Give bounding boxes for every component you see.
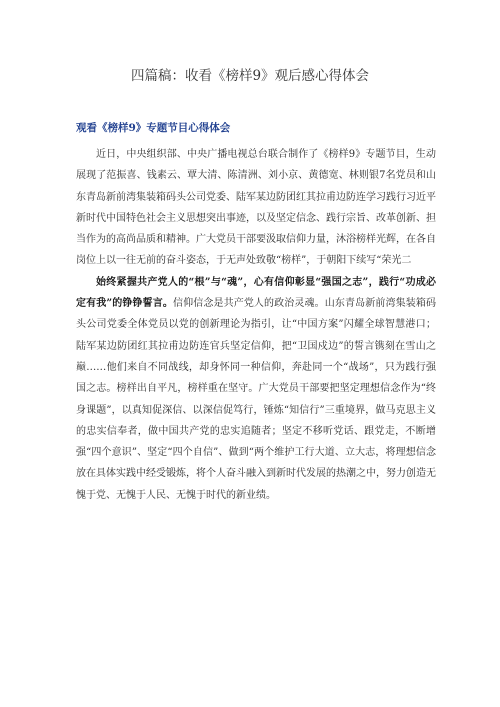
paragraph-2-lead: 始终紧握共产党人的“根”与“魂”，心有信仰彰显“强国之志”，践行“功成必定有我”的铮铮誓言。 (76, 276, 436, 310)
paragraph-1: 近日，中央组织部、中央广播电视总台联合制作了《榜样9》专题节目，生动展现了范振喜、钱素云、覃大清、陈清洲、刘小京、黄德宽、林则银7名党员和山东青岛新前湾集装箱码头公司党委、陆军某边防团红其拉甫边防连学习践行习近平新时代中国特色社会主义思想突出事迹，以及坚定信念、践行宗旨、改革创新、担当作为的高尚品质和精神。广大党员干部要汲取信仰力量，沐浴榜样光辉，在各自岗位上以一往无前的奋斗姿态，于无声处致敬“榜样”，于朝阳下续写“荣光二 (76, 149, 436, 267)
document-title: 四篇稿：收看《榜样9》观后感心得体会 (130, 68, 370, 84)
paragraph-2-body: 信仰信念是共产党人的政治灵魂。山东青岛新前湾集装箱码头公司党委全体党员以党的创新理论为指引，让“中国方案”闪耀全球智慧港口；陆军某边防团红其拉甫边防连官兵坚定信仰，把“卫国戍边”的誓言镌刻在雪山之巅……他们来自不同战线，却身怀同一种信仰，奔赴同一个“战场”，只为践行强国之志。榜样出自平凡，榜样重在坚守。广大党员干部要把坚定理想信念作为“终身课题”，以真知促深信、以深信促笃行，锤炼“知信行”三重境界，做马克思主义的忠实信奉者，做中国共产党的忠实追随者；坚定不移听党话、跟党走，不断增强“四个意识”、坚定“四个自信”、做到“两个维护工行大道、立大志，将理想信念放在具体实践中经受锻炼，将个人奋斗融入到新时代发展的热潮之中，努力创造无愧于党、无愧于人民、无愧于时代的新业绩。 (76, 298, 436, 501)
document-body (76, 144, 436, 506)
section-heading: 观看《榜样9》专题节目心得体会 (76, 122, 231, 134)
paragraph-2 (76, 272, 436, 506)
